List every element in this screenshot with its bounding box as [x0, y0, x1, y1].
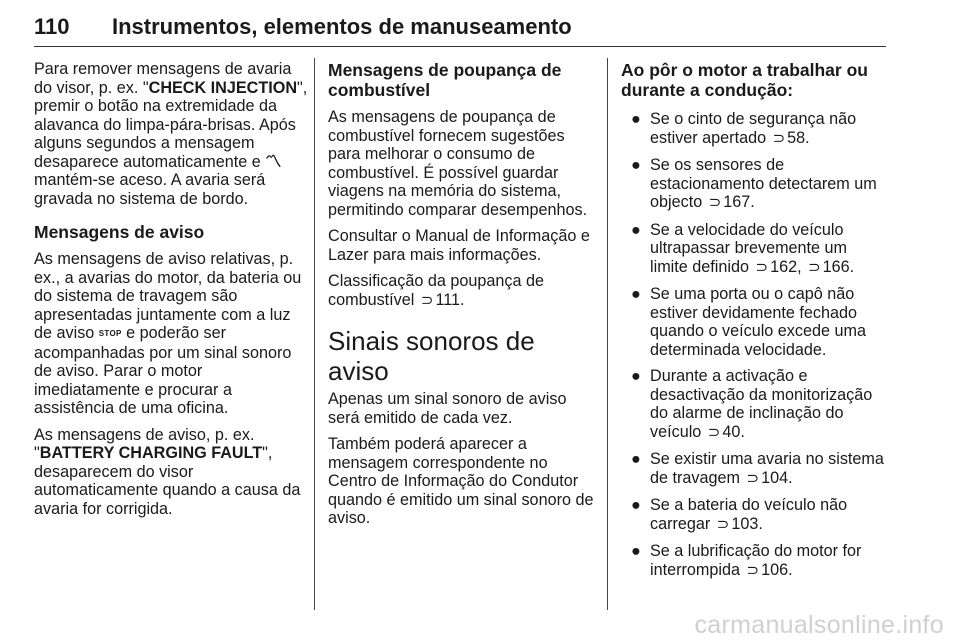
page-ref-arrow-icon: ⊃ — [746, 469, 760, 487]
list-item: ● Se existir uma avaria no sistema de travagem ⊃ 104. — [631, 450, 884, 487]
dic-paragraph: Também poderá aparecer a mensagem correspondente no Centro de Informação do Condutor quando é emitido um sinal sonoro de aviso. — [328, 435, 594, 527]
warning-paragraph: As mensagens de aviso relativas, p. ex., a avarias do motor, da bateria ou do sistema de travagem são apresentadas juntamente com a luz de aviso STOP e poderão ser acompanhadas por um sinal sonoro de aviso. Parar o motor imediatamente e procurar a assistência de uma oficina. — [34, 250, 302, 417]
message-check-injection: CHECK INJECTION — [148, 78, 298, 97]
column-left — [34, 60, 308, 526]
page-ref-arrow-icon: ⊃ — [755, 258, 769, 276]
heading-mensagens-de-aviso: Mensagens de aviso — [34, 222, 205, 242]
heading-conducao: Ao pôr o motor a trabalhar ou durante a condução: — [621, 60, 868, 100]
bullet-icon: ● — [631, 496, 641, 514]
page-ref-link[interactable]: 167. — [723, 193, 755, 211]
page-ref-arrow-icon: ⊃ — [746, 561, 760, 579]
bullet-icon: ● — [631, 450, 641, 468]
column-divider — [314, 58, 315, 610]
column-divider — [607, 58, 608, 610]
column-right — [621, 60, 889, 588]
list-item: ● Se o cinto de segurança não estiver apertado ⊃ 58. — [631, 110, 857, 147]
column-middle — [328, 60, 594, 536]
message-battery-charging-fault: BATTERY CHARGING FAULT — [39, 444, 263, 462]
rating-paragraph: Classificação da poupança de combustível ⊃ 111. — [328, 272, 544, 309]
list-item: ● Se a lubrificação do motor for interrompida ⊃ 106. — [631, 542, 862, 579]
page-title: Instrumentos, elementos de manuseamento — [112, 14, 572, 39]
bullet-icon: ● — [631, 542, 641, 560]
list-item: ● Se a velocidade do veículo ultrapassar brevemente um limite definido ⊃ 162, ⊃ 166. — [631, 220, 855, 276]
bullet-icon: ● — [631, 220, 641, 239]
wrench-icon: 〽 — [265, 152, 282, 171]
intro-paragraph: Para remover mensagens de avaria do visor, p. ex. "CHECK INJECTION", premir o botão na extremidade da alavanca do limpa-pára-brisas. Após alguns segundos a mensagem desaparece automaticamente e 〽 mantém-se aceso. A avaria será gravada no sistema de bordo. — [34, 60, 308, 208]
page-ref-link[interactable]: 58. — [787, 128, 810, 147]
page-number: 110 — [34, 14, 70, 39]
page-ref-arrow-icon: ⊃ — [707, 423, 721, 441]
heading-poupanca: Mensagens de poupança de combustível — [328, 60, 562, 100]
fuel-paragraph: As mensagens de poupança de combustível fornecem sugestões para melhorar o consumo de combustível. É possível guardar viagens na memória do sistema, permitindo comparar desempenhos. — [328, 108, 588, 219]
section-title-sinais-sonoros: Sinais sonoros de aviso — [328, 326, 535, 386]
page-ref-arrow-icon: ⊃ — [716, 515, 730, 533]
conditions-list — [621, 110, 889, 580]
page-ref-arrow-icon: ⊃ — [708, 194, 722, 211]
page-ref-arrow-icon: ⊃ — [420, 291, 434, 309]
page-ref-link[interactable]: 111. — [435, 290, 465, 309]
manual-paragraph: Consultar o Manual de Informação e Lazer para mais informações. — [328, 227, 590, 264]
page-ref-link[interactable]: 104. — [761, 468, 793, 487]
page-ref-link[interactable]: 103. — [731, 514, 763, 533]
page-ref-arrow-icon: ⊃ — [772, 129, 786, 147]
list-item: ● Se os sensores de estacionamento detectarem um objecto ⊃ 167. — [631, 156, 877, 211]
page-ref-arrow-icon: ⊃ — [808, 258, 821, 276]
list-item: ● Se a bateria do veículo não carregar ⊃ 103. — [631, 496, 848, 533]
bullet-icon: ● — [631, 367, 641, 385]
page-ref-link[interactable]: 40. — [722, 422, 745, 441]
chime-paragraph: Apenas um sinal sonoro de aviso será emitido de cada vez. — [328, 390, 567, 427]
page-header — [34, 6, 886, 47]
page-ref-link[interactable]: 166. — [822, 257, 855, 276]
bullet-icon: ● — [631, 110, 641, 128]
watermark: carmanualsonline.info — [694, 611, 944, 639]
battery-paragraph: As mensagens de aviso, p. ex. "BATTERY CHARGING FAULT", desaparecem do visor automaticamente quando a causa da avaria for corrigida. — [34, 425, 301, 518]
list-item: ● Se uma porta ou o capô não estiver devidamente fechado quando o veículo excede uma determinada velocidade. — [631, 285, 866, 359]
list-item: ● Durante a activação e desactivação da monitorização do alarme de inclinação do veículo ⊃ 40. — [631, 367, 873, 441]
bullet-icon: ● — [631, 156, 641, 174]
bullet-icon: ● — [631, 285, 641, 303]
stop-icon: STOP — [98, 329, 122, 338]
page-ref-link[interactable]: 106. — [761, 560, 793, 579]
page-ref-link[interactable]: 162, — [770, 257, 802, 276]
